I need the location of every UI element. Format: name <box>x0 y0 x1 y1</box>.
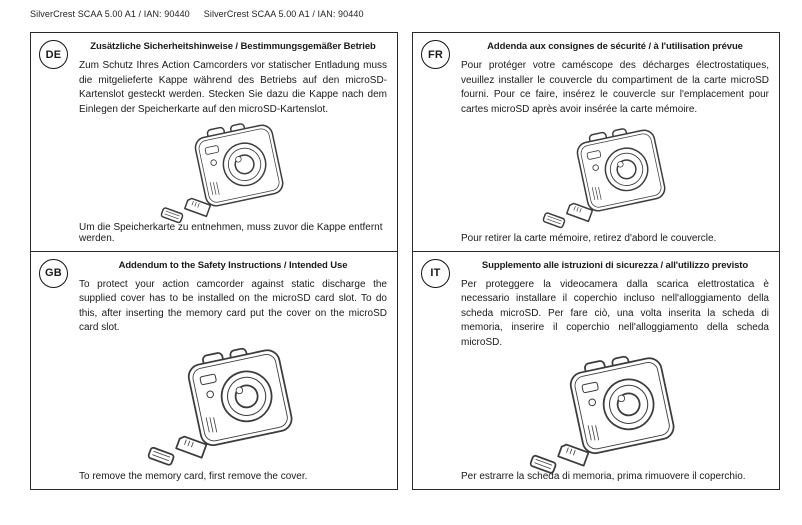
lang-badge-it <box>421 259 450 288</box>
section-gb <box>30 251 398 491</box>
lang-badge-label: GB <box>45 267 62 279</box>
header-product-id-2: SilverCrest SCAA 5.00 A1 / IAN: 90440 <box>203 9 364 19</box>
section-footer: Per estrarre la scheda di memoria, prima rimuovere il coperchio. <box>461 471 746 482</box>
camera-figure <box>79 117 387 222</box>
section-body: Zum Schutz Ihres Action Camcorders vor statischer Entladung muss die mitgelieferte Kappe während des Betriebs auf den microSD-Kartenslot gesteckt werden. Stecken Sie dazu die Kappe nach dem Einlegen der Speicherkarte auf den microSD-Kartenslot. <box>79 60 387 115</box>
camera-illustration-icon <box>531 119 699 231</box>
camera-figure <box>461 117 769 233</box>
section-title: Zusätzliche Sicherheitshinweise / Bestimmungsgemäßer Betrieb <box>90 41 376 52</box>
camera-illustration-icon <box>149 114 317 226</box>
lang-badge-fr <box>421 40 450 69</box>
section-footer: To remove the memory card, first remove the cover. <box>79 471 308 482</box>
section-body: Pour protéger votre caméscope des décharges électrostatiques, veuillez installer le couvercle du compartiment de la carte microSD fourni. Pour ce faire, insérez le couvercle sur l'emplacement pour cartes microSD après avoir insérée la carte mémoire. <box>461 60 769 115</box>
section-footer: Um die Speicherkarte zu entnehmen, muss zuvor die Kappe entfernt werden. <box>79 222 383 244</box>
camera-illustration-icon <box>140 337 326 469</box>
section-it <box>412 251 780 491</box>
section-de <box>30 32 398 252</box>
lang-badge-label: IT <box>430 267 441 279</box>
camera-figure <box>461 350 769 471</box>
lang-badge-label: DE <box>45 48 62 61</box>
section-title: Supplemento alle istruzioni di sicurezza / all'utilizzo previsto <box>481 259 749 271</box>
lang-badge-label: FR <box>427 48 444 61</box>
section-footer: Pour retirer la carte mémoire, retirez d'abord le couvercle. <box>461 233 717 244</box>
lang-badge-de <box>39 40 68 69</box>
section-body: To protect your action camcorder against static discharge the supplied cover has to be installed on the microSD card slot. To do this, after inserting the memory card put the cover on the microSD card slot. <box>79 278 387 334</box>
section-title: Addendum to the Safety Instructions / Intended Use <box>118 259 348 271</box>
lang-badge-gb <box>39 259 68 288</box>
camera-figure <box>79 336 387 471</box>
camera-illustration-icon <box>522 345 708 477</box>
document-header <box>30 9 364 19</box>
header-product-id-1: SilverCrest SCAA 5.00 A1 / IAN: 90440 <box>30 9 190 19</box>
section-body: Per proteggere la videocamera dalla scarica elettrostatica è necessario installare il coperchio incluso nell'alloggiamento della scheda microSD. Per fare ciò, una volta inserita la scheda di memoria, inserire il coperchio nell'alloggiamento della scheda microSD. <box>461 278 769 348</box>
section-fr <box>412 32 780 252</box>
sections-grid <box>30 32 780 490</box>
section-title: Addenda aux consignes de sécurité / à l'utilisation prévue <box>487 41 743 52</box>
